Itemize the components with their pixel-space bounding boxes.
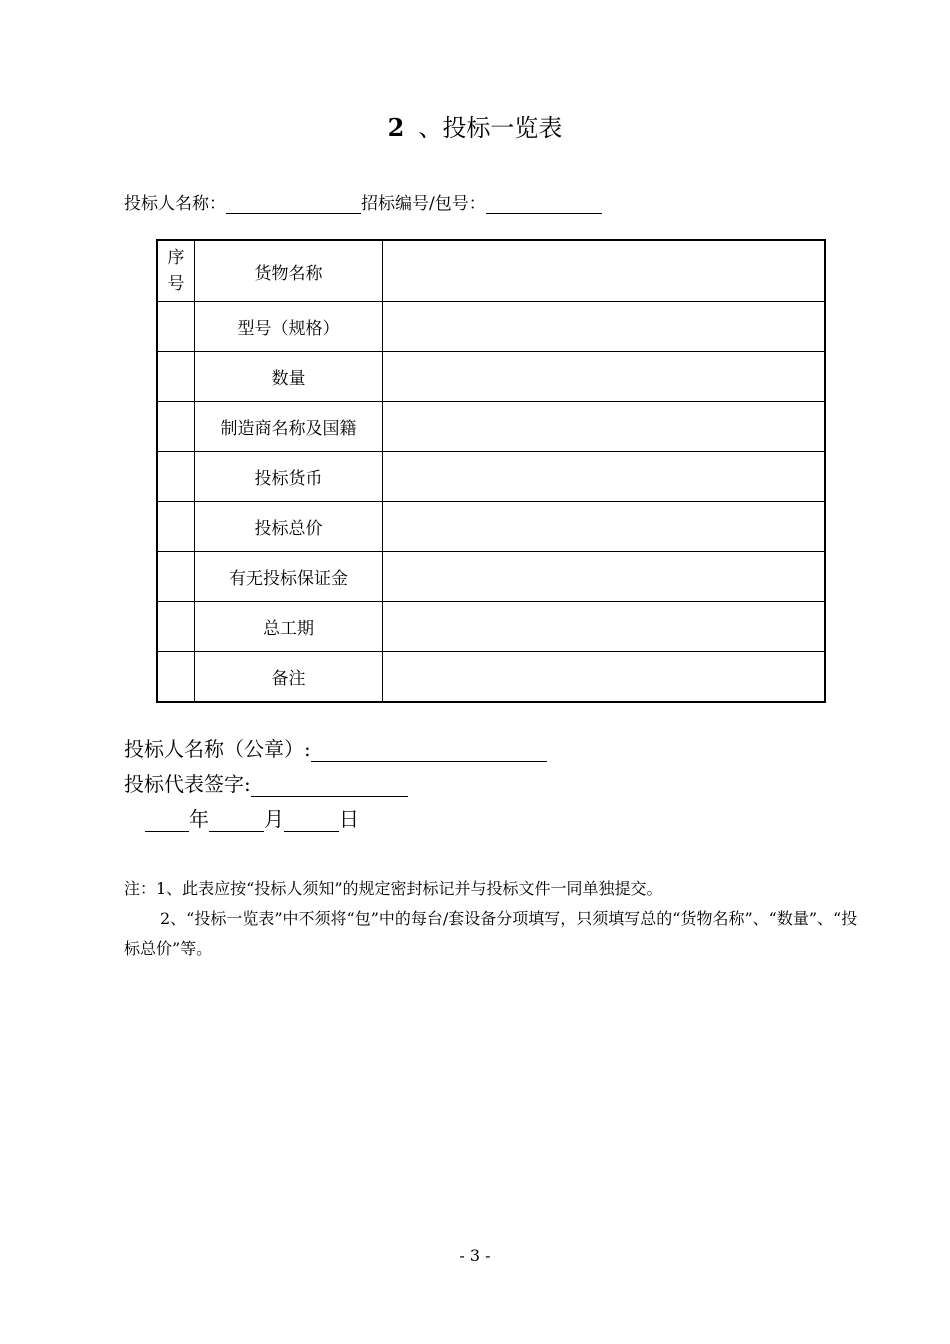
bid-number-label: 招标编号/包号： [361,194,486,214]
rep-sign-line [124,768,408,797]
bid-summary-table [156,239,826,703]
table-row [157,502,825,552]
table-row [157,240,825,302]
notes-section [124,874,864,964]
seq-cell [157,402,195,452]
table-row [157,352,825,402]
seq-cell [157,502,195,552]
row-label: 投标总价 [195,502,383,552]
row-value-cell[interactable] [383,552,826,602]
row-value-cell[interactable] [383,402,826,452]
seq-header-text: 序号 [167,248,185,294]
row-value-cell[interactable] [383,352,826,402]
row-value-cell[interactable] [383,302,826,352]
day-blank[interactable] [284,807,339,832]
day-label: 日 [339,807,359,831]
seq-cell [157,552,195,602]
seq-header [157,240,195,302]
year-blank[interactable] [145,807,189,832]
row-label: 有无投标保证金 [195,552,383,602]
rep-sign-blank[interactable] [251,772,408,797]
page-title [0,108,950,143]
bidder-seal-line [124,733,547,762]
note-2: 2、“投标一览表”中不须将“包”中的每台/套设备分项填写，只须填写总的“货物名称”、“数量”、“投标总价”等。 [124,909,858,958]
seq-cell [157,452,195,502]
title-text: 、投标一览表 [418,114,563,142]
seq-cell [157,602,195,652]
table-row [157,652,825,703]
row-label: 型号（规格） [195,302,383,352]
row-value-cell[interactable] [383,240,826,302]
bidder-name-blank[interactable] [226,193,361,214]
row-label: 数量 [195,352,383,402]
bidder-seal-label: 投标人名称（公章）: [124,737,311,761]
table-row [157,552,825,602]
row-value-cell[interactable] [383,452,826,502]
row-value-cell[interactable] [383,502,826,552]
table-row [157,452,825,502]
row-value-cell[interactable] [383,652,826,703]
table-row [157,602,825,652]
row-value-cell[interactable] [383,602,826,652]
seq-cell [157,302,195,352]
table-row [157,302,825,352]
table-row [157,402,825,452]
row-label: 总工期 [195,602,383,652]
seq-cell [157,652,195,703]
year-label: 年 [189,807,209,831]
bid-info-line [124,189,602,214]
bidder-seal-blank[interactable] [311,737,547,762]
rep-sign-label: 投标代表签字: [124,772,251,796]
month-blank[interactable] [209,807,264,832]
date-line [145,803,359,832]
row-label: 投标货币 [195,452,383,502]
row-label: 备注 [195,652,383,703]
bid-number-blank[interactable] [486,193,602,214]
month-label: 月 [264,807,284,831]
title-number: 2 [387,113,405,142]
page-number: - 3 - [459,1246,491,1265]
row-label: 制造商名称及国籍 [195,402,383,452]
row-label: 货物名称 [195,240,383,302]
bidder-name-label: 投标人名称： [124,194,226,214]
note-1: 注：1、此表应按“投标人须知”的规定密封标记并与投标文件一同单独提交。 [124,879,663,898]
seq-cell [157,352,195,402]
